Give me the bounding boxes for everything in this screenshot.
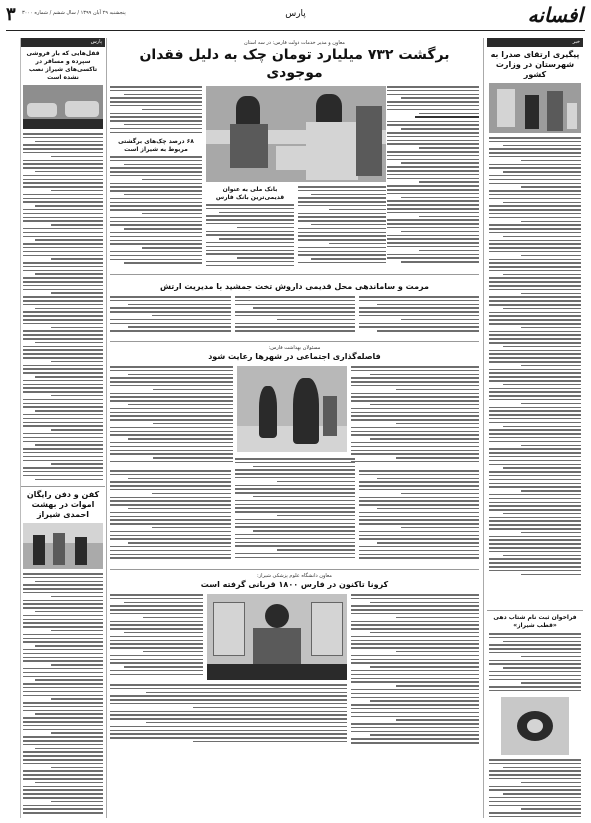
story1-text-col5 xyxy=(110,156,202,268)
story1-left-block xyxy=(110,86,202,269)
story4-photo xyxy=(207,594,347,680)
right-column-logo-image xyxy=(501,697,569,755)
story2-text-col1 xyxy=(359,296,479,336)
story4-text-col3 xyxy=(110,684,347,748)
masthead-rule xyxy=(6,30,585,31)
left-story2-photo xyxy=(23,523,103,569)
left-column-divider xyxy=(21,486,105,487)
story2-headline: مرمت و ساماندهی محل قدیمی داروش تخت جمشید با مدیریت ارتش xyxy=(159,282,429,291)
section-name: پارس xyxy=(285,9,306,19)
story1-kicker: معاون و مدیر خدمات دولت فارس: در سه استان xyxy=(244,40,345,46)
newspaper-logo: افسانه xyxy=(527,3,583,27)
story1-text-col1 xyxy=(387,86,479,269)
story3-kicker: مسئولان بهداشت فارس: xyxy=(268,345,321,351)
main-area xyxy=(110,38,479,818)
right-story1-body xyxy=(489,137,581,607)
story4-body-area xyxy=(110,594,479,750)
right-story2-title: فراخوان ثبت نام شتاب دهی «قطب شیراز» xyxy=(493,614,577,629)
left-story2-body xyxy=(23,573,103,818)
story1-body-area xyxy=(110,86,479,271)
story3-text-col4 xyxy=(235,458,355,564)
story3-text-col1 xyxy=(351,366,479,466)
story4-text-col2 xyxy=(110,594,203,680)
story1-text-col3 xyxy=(206,204,294,270)
story3-text-col2 xyxy=(110,366,233,466)
story1-subhead2: ۶۸ درصد چک‌های برگشتی مربوط به شیراز است xyxy=(118,138,194,153)
story3-body-area xyxy=(110,366,479,566)
left-story2-title: کفن و دفن رایگان اموات در بهشت احمدی شیراز xyxy=(26,490,100,519)
story1-subhead-block xyxy=(206,186,294,269)
right-column xyxy=(487,38,583,818)
story1-headline: برگشت ۷۳۲ میلیارد تومان چک به دلیل فقدان موجودی xyxy=(139,47,450,81)
right-column-divider xyxy=(487,610,583,611)
left-story1-photo xyxy=(23,85,103,129)
story4-kicker: معاون دانشگاه علوم پزشکی شیراز: xyxy=(257,573,332,579)
left-column-tag: پارس xyxy=(21,38,105,47)
story1-subhead1: بانک ملی به عنوان قدیمی‌ترین بانک فارس xyxy=(215,186,285,201)
story3-text-col5 xyxy=(110,470,231,564)
story1-text-col4 xyxy=(110,86,202,136)
story4-text-col1 xyxy=(351,594,479,748)
story4-headline: کرونا تاکنون در فارس ۱۸۰۰ قربانی گرفته است xyxy=(200,580,389,589)
story1-photo xyxy=(206,86,386,182)
right-story2-body xyxy=(489,633,581,693)
right-story1-photo xyxy=(489,83,581,133)
right-column-tag: خبر xyxy=(487,38,583,47)
story-divider-1 xyxy=(110,274,479,275)
masthead xyxy=(0,0,591,30)
story3-photo xyxy=(237,366,347,452)
story3-text-col3 xyxy=(359,470,479,564)
right-story1-title: پیگیری ارتقای صدرا به شهرستان در وزارت کشور xyxy=(490,50,580,79)
story1-text-col2 xyxy=(298,186,386,269)
column-separator-right xyxy=(483,38,484,818)
left-story1-title: قفل‌هایی که بار فروشی سپرده و مسافر در تاکسی‌های شیراز نصب نشده است xyxy=(26,50,100,81)
page-number: ۳ xyxy=(6,4,16,25)
right-story2-body-continued xyxy=(489,759,581,818)
story2-body-area xyxy=(110,296,479,338)
left-story1-body xyxy=(23,133,103,483)
story-divider-3 xyxy=(110,569,479,570)
story-divider-2 xyxy=(110,341,479,342)
story2-text-col2 xyxy=(235,296,355,336)
left-column xyxy=(20,38,105,818)
dateline: پنجشنبه ۲۹ آبان ۱۳۹۹ / سال ششم / شماره ۳۰۰۰ xyxy=(22,10,126,16)
story2-text-col3 xyxy=(110,296,231,336)
story3-headline: فاصله‌گذاری اجتماعی در شهرها رعایت شود xyxy=(208,352,381,361)
column-separator-left xyxy=(106,38,107,818)
